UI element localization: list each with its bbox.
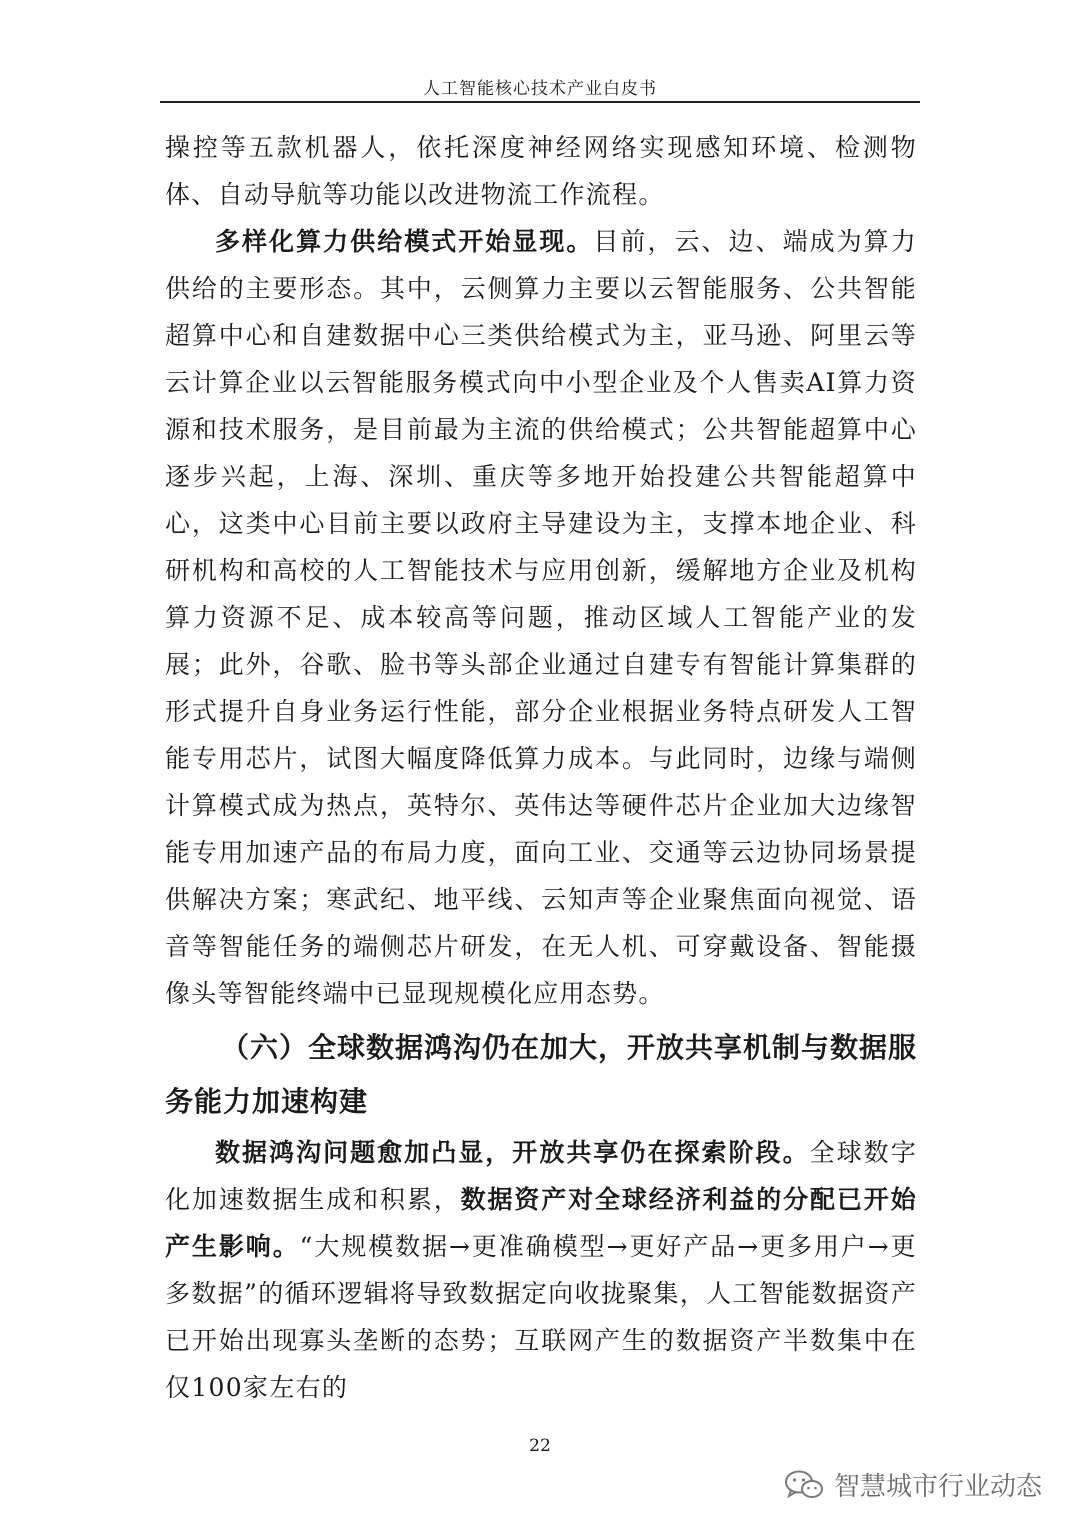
paragraph-text: 目前，云、边、端成为算力供给的主要形态。其中，云侧算力主要以云智能服务、公共智能超算中心和自建数据中心三类供给模式为主，亚马逊、阿里云等云计算企业以云智能服务模式向中小型企业及个人售卖AI算力资源和技术服务，是目前最为主流的供给模式；公共智能超算中心逐步兴起，上海、深圳、重庆等多地开始投建公共智能超算中心，这类中心目前主要以政府主导建设为主，支撑本地企业、科研机构和高校的人工智能技术与应用创新，缓解地方企业及机构算力资源不足、成本较高等问题，推动区域人工智能产业的发展；此外，谷歌、脸书等头部企业通过自建专有智能计算集群的形式提升自身业务运行性能，部分企业根据业务特点研发人工智能专用芯片，试图大幅度降低算力成本。与此同时，边缘与端侧计算模式成为热点，英特尔、英伟达等硬件芯片企业加大边缘智能专用加速产品的布局力度，面向工业、交通等云边协同场景提供解决方案；寒武纪、地平线、云知声等企业聚焦面向视觉、语音等智能任务的端侧芯片研发，在无人机、可穿戴设备、智能摄像头等智能终端中已显现规模化应用态势。	[165, 227, 917, 1008]
paragraph-text: 全球数字化加速数据生成和积累，	[165, 1138, 917, 1214]
paragraph-data-gap	[165, 1129, 917, 1411]
paragraph-emphasis: 数据资产对全球经济利益的分配已开始产生影响。	[165, 1185, 917, 1261]
paragraph-compute-supply	[165, 218, 917, 1017]
paragraph-lead: 数据鸿沟问题愈加凸显，开放共享仍在探索阶段。	[215, 1138, 810, 1167]
watermark-text: 智慧城市行业动态	[833, 1472, 1042, 1502]
watermark	[784, 1466, 1042, 1503]
running-header: 人工智能核心技术产业白皮书	[423, 79, 657, 99]
wechat-icon	[784, 1469, 824, 1501]
section-heading: （六）全球数据鸿沟仍在加大，开放共享机制与数据服务能力加速构建	[165, 1031, 918, 1118]
page-number: 22	[529, 1436, 551, 1456]
paragraph-text: 操控等五款机器人，依托深度神经网络实现感知环境、检测物体、自动导航等功能以改进物流工作流程。	[165, 133, 917, 209]
header-divider	[160, 101, 920, 103]
paragraph-text-continued: “大规模数据→更准确模型→更好产品→更多用户→更多数据”的循环逻辑将导致数据定向收拢聚集，人工智能数据资产已开始出现寡头垄断的态势；互联网产生的数据资产半数集中在仅100家左右的	[165, 1232, 917, 1402]
document-body	[165, 124, 917, 1411]
paragraph-lead: 多样化算力供给模式开始显现。	[215, 227, 594, 256]
paragraph-continued	[165, 124, 917, 218]
